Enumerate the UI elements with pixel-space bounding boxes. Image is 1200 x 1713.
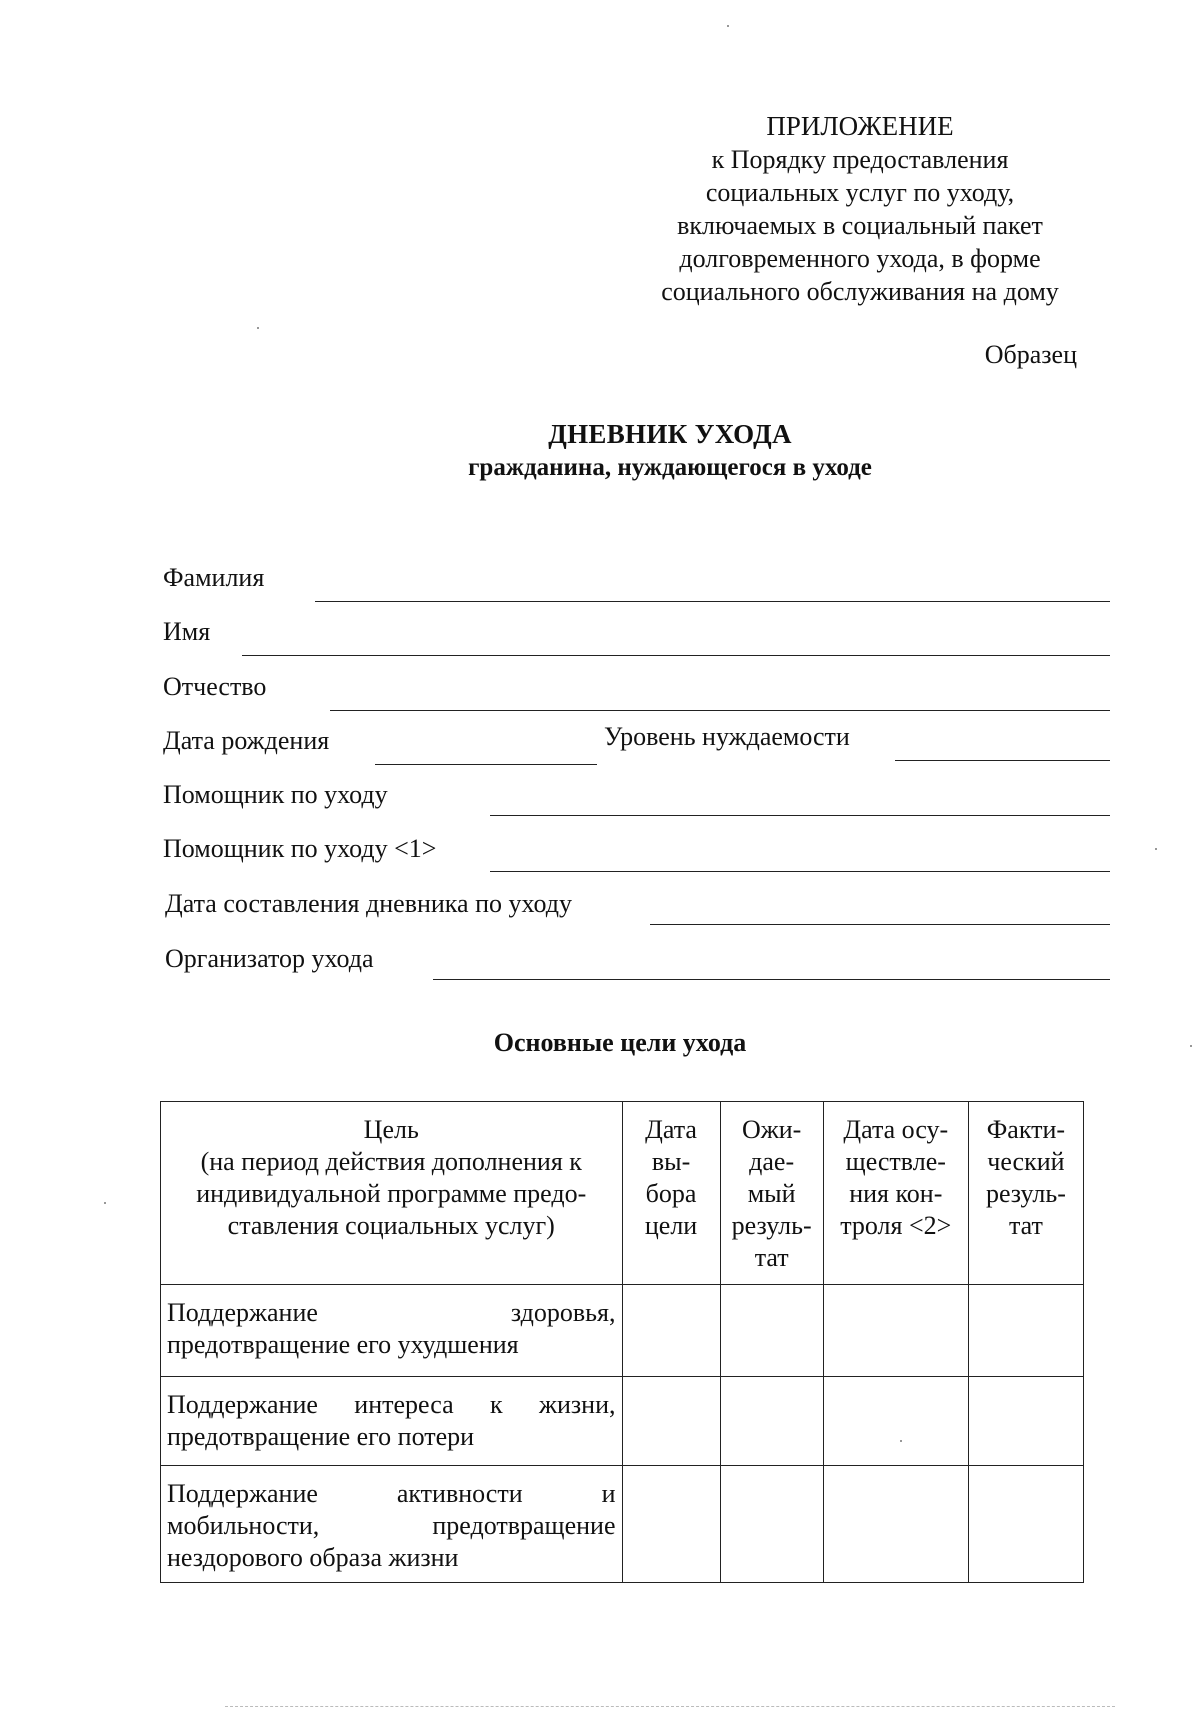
scan-speck bbox=[1155, 848, 1157, 850]
name-label: Имя bbox=[163, 617, 211, 646]
expected-result-cell[interactable] bbox=[720, 1466, 823, 1583]
actual-result-cell[interactable] bbox=[968, 1377, 1083, 1466]
diary-date-field[interactable] bbox=[650, 924, 1110, 925]
section-title: Основные цели ухода bbox=[493, 1028, 747, 1057]
appendix-line: социального обслуживания на дому bbox=[661, 277, 1059, 306]
scan-speck bbox=[257, 327, 259, 329]
header-choice-date bbox=[622, 1102, 720, 1285]
birth-date-label: Дата рождения bbox=[163, 726, 330, 755]
header-line: троля <2> bbox=[840, 1211, 952, 1240]
appendix-line: к Порядку предоставления bbox=[711, 145, 1009, 174]
header-goal bbox=[161, 1102, 623, 1285]
scan-speck bbox=[900, 1440, 902, 1442]
table-row bbox=[161, 1377, 1084, 1466]
appendix-line: долговременного ухода, в форме bbox=[679, 244, 1041, 273]
birth-date-field[interactable] bbox=[375, 764, 597, 765]
header-control-date bbox=[823, 1102, 968, 1285]
goal-cell: Поддержание активности и мобильности, предотвращение нездорового образа жизни bbox=[161, 1466, 623, 1583]
scan-speck bbox=[104, 1202, 106, 1204]
header-line: резуль- bbox=[731, 1211, 812, 1240]
choice-date-cell[interactable] bbox=[622, 1466, 720, 1583]
control-date-cell[interactable] bbox=[823, 1377, 968, 1466]
header-line: Факти- bbox=[986, 1115, 1066, 1144]
header-line: мый bbox=[747, 1179, 796, 1208]
document-subtitle: гражданина, нуждающегося в уходе bbox=[468, 454, 872, 481]
header-line: ческий bbox=[987, 1147, 1065, 1176]
choice-date-cell[interactable] bbox=[622, 1377, 720, 1466]
header-line: ния кон- bbox=[849, 1179, 943, 1208]
table-row bbox=[161, 1285, 1084, 1377]
expected-result-cell[interactable] bbox=[720, 1285, 823, 1377]
table-row bbox=[161, 1466, 1084, 1583]
scan-speck bbox=[1190, 1045, 1192, 1047]
expected-result-cell[interactable] bbox=[720, 1377, 823, 1466]
control-date-cell[interactable] bbox=[823, 1285, 968, 1377]
header-line: Дата осу- bbox=[843, 1115, 949, 1144]
header-line: бора bbox=[645, 1179, 697, 1208]
appendix-line: социальных услуг по уходу, bbox=[705, 178, 1015, 207]
header-line: вы- bbox=[651, 1147, 691, 1176]
patronymic-label: Отчество bbox=[163, 672, 267, 701]
document-title: ДНЕВНИК УХОДА bbox=[548, 419, 792, 449]
appendix-line: включаемых в социальный пакет bbox=[677, 211, 1043, 240]
care-organizer-field[interactable] bbox=[433, 979, 1110, 980]
scan-edge bbox=[225, 1706, 1115, 1707]
header-line: Дата bbox=[645, 1115, 697, 1144]
goal-cell: Поддержание здоровья, предотвращение его ухудшения bbox=[161, 1285, 623, 1377]
sample-label: Образец bbox=[984, 340, 1077, 369]
care-organizer-label: Организатор ухода bbox=[165, 944, 374, 973]
header-line: (на период действия дополнения к bbox=[200, 1147, 582, 1176]
actual-result-cell[interactable] bbox=[968, 1285, 1083, 1377]
surname-label: Фамилия bbox=[163, 563, 265, 592]
diary-date-label: Дата составления дневника по уходу bbox=[165, 889, 572, 918]
patronymic-field[interactable] bbox=[330, 710, 1110, 711]
header-line: ществле- bbox=[845, 1147, 946, 1176]
header-line: цели bbox=[644, 1211, 698, 1240]
care-assistant-2-label: Помощник по уходу <1> bbox=[163, 834, 437, 863]
header-line: тат bbox=[1008, 1211, 1043, 1240]
choice-date-cell[interactable] bbox=[622, 1285, 720, 1377]
control-date-cell[interactable] bbox=[823, 1466, 968, 1583]
goals-table bbox=[160, 1101, 1084, 1583]
header-line: индивидуальной программе предо- bbox=[196, 1179, 587, 1208]
header-line: тат bbox=[754, 1243, 789, 1272]
need-level-field[interactable] bbox=[895, 760, 1110, 761]
header-line: дае- bbox=[749, 1147, 795, 1176]
header-line: резуль- bbox=[985, 1179, 1066, 1208]
header-line: Цель bbox=[363, 1115, 419, 1144]
actual-result-cell[interactable] bbox=[968, 1466, 1083, 1583]
surname-field[interactable] bbox=[315, 601, 1110, 602]
goal-cell: Поддержание интереса к жизни, предотвращение его потери bbox=[161, 1377, 623, 1466]
need-level-label: Уровень нуждаемости bbox=[604, 722, 850, 751]
header-actual-result bbox=[968, 1102, 1083, 1285]
header-line: Ожи- bbox=[741, 1115, 802, 1144]
table-header-row bbox=[161, 1102, 1084, 1285]
name-field[interactable] bbox=[242, 655, 1110, 656]
header-line: ставления социальных услуг) bbox=[227, 1211, 555, 1240]
care-assistant-2-field[interactable] bbox=[490, 871, 1110, 872]
appendix-title: ПРИЛОЖЕНИЕ bbox=[766, 111, 954, 141]
care-assistant-label: Помощник по уходу bbox=[163, 780, 388, 809]
header-expected-result bbox=[720, 1102, 823, 1285]
care-assistant-field[interactable] bbox=[490, 815, 1110, 816]
scan-speck bbox=[727, 25, 729, 27]
appendix-block bbox=[600, 110, 1120, 308]
